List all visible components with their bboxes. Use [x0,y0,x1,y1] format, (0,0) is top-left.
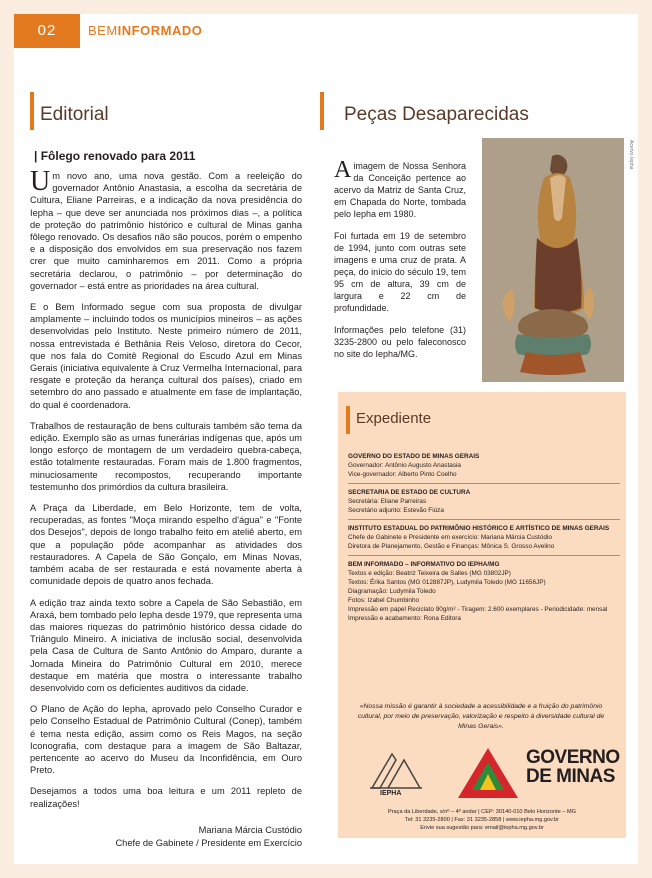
logos-row [366,742,620,802]
pecas-paragraph-2: Foi furtada em 19 de setembro de 1994, junto com outras sete imagens e uma cruz de prata. A peça, do início do século 19, tem 95 cm de altura, 39 cm de largura e 22 cm de profundidade. [334,231,466,313]
statue-illustration [482,138,624,382]
expediente-box [338,392,626,838]
page-number: 02 [14,14,80,48]
editorial-paragraph-4: A Praça da Liberdade, em Belo Horizonte, tem de volta, recuperadas, as fontes "Moça mirando espelho d'água" e "Fonte dos Desejos", depois de longo trabalho feito em ateliê aberto, em que a população pôde acompanhar as atividades dos restauradores. A Capela de São Gonçalo, em Minas Novas, também acaba de ser restaurada e está novamente aberta à comunidade depois de quatro anos fechada. [30,503,302,587]
governo-line-1: GOVERNO [526,747,620,768]
divider [348,555,620,556]
credits-line: Vice-governador: Alberto Pinto Coelho [348,471,457,478]
credits-line: Impressão e acabamento: Rona Editora [348,615,461,622]
editorial-paragraph-6: O Plano de Ação do Iepha, aprovado pelo Conselho Curador e pelo Conselho Estadual de Patrimônio Cultural (Conep), também é tema nesta edição, assim como os Reis Magos, na seção Iconografia, com destaque para a imagem de São Baltazar, pertencente ao acervo do Museu da Inconfidência, em Ouro Preto. [30,704,302,776]
credits-line: Textos: Érika Santos (MG 012887JP), Ludymila Toledo (MG 11656JP) [348,579,546,586]
pecas-heading-bar [320,92,324,130]
pecas-heading: Peças Desaparecidas [344,104,529,125]
editorial-kicker: | Fôlego renovado para 2011 [34,149,196,163]
minas-triangle-icon [456,744,520,800]
credits-line: Governador: Antônio Augusto Anastasia [348,462,461,469]
editorial-paragraph-7: Desejamos a todos uma boa leitura e um 2011 repleto de realizações! [30,786,302,809]
editorial-paragraph-1: m novo ano, uma nova gestão. Com a reeleição do governador Antônio Anastasia, a escolha da secretária de Cultura, Eliane Parreiras, e a indicação da nova presidência do Iepha – que deve ser anunciada nos próximos dias –, a política de proteção do patrimônio histórico e cultural de Minas ganha fôlego renovado. Os desafios não são poucos, porém o empenho e a disposição dos envolvidos em sua preservação nos fazem crer que muito caminharemos em 2011. Como a própria secretária declarou, o patrimônio – por determinação do governador – está entre as prioridades na área cultural. [30,171,302,291]
running-title [88,23,202,38]
pecas-dropcap: A [334,157,352,183]
address-footer [352,808,612,832]
pecas-paragraph-1: imagem de Nossa Senhora da Conceição pertence ao acervo da Matriz de Santa Cruz, em Chapada do Norte, tombada pelo Iepha em 1980. [334,161,466,219]
editorial-kicker-text: Fôlego renovado para 2011 [40,149,196,163]
editorial-heading: Editorial [40,104,109,125]
footer-contact: Tel: 31 3235-2800 | Fax: 31 3235-2858 | www.iepha.mg.gov.br [405,817,559,823]
editorial-dropcap: U [30,166,51,197]
divider [348,519,620,520]
top-bar [14,14,638,48]
editorial-signature [30,824,302,850]
signature-role: Chefe de Gabinete / Presidente em Exercício [115,837,302,848]
credits-line: Secretária: Eliane Parreiras [348,498,427,505]
governo-minas-text [526,748,620,786]
signature-name: Mariana Márcia Custódio [198,824,302,835]
iepha-logo [366,748,426,798]
mission-statement: «Nossa missão é garantir à sociedade a acessibilidade e a fruição do patrimônio cultural, por meio de preservação, valorização e respeito à diversidade cultural de Minas Gerais». [357,703,605,730]
expediente-credits [348,452,620,623]
credits-line: Fotos: Izabel Chumbinho [348,597,420,604]
running-title-light: BEM [88,23,118,38]
right-margin-stripe [638,14,652,864]
credits-line: Textos e edição: Beatriz Teixeira de Salles (MG 03802JP) [348,570,511,577]
governo-line-2: DE MINAS [526,766,615,787]
credits-section-title: SECRETARIA DE ESTADO DE CULTURA [348,489,471,496]
expediente-heading: Expediente [356,410,432,427]
expediente-heading-bar [346,406,350,434]
photo-credit: Acervo Iepha [628,140,634,170]
governo-minas-logo [456,744,620,800]
pecas-paragraph-3: Informações pelo telefone (31) 3235-2800 ou pelo faleconosco no site do Iepha/MG. [334,325,466,359]
divider [348,483,620,484]
iepha-logo-text: IEPHA [380,790,402,797]
editorial-paragraph-2: E o Bem Informado segue com sua proposta de divulgar amplamente – incluindo todos os municípios mineiros – as ações desenvolvidas pelo Instituto. Neste primeiro número de 2011, nossa entrevistada é Bethânia Reis Veloso, diretora do Cecor, que nos fala do Comitê Regional do Escudo Azul em Minas Gerais (iniciativa equivalente à Cruz Vermelha Internacional, para resgate e proteção da herança cultural dos países), criado em setembro do ano passado e atualmente em fase de implantação, do qual é coordenadora. [30,302,302,410]
credits-section-title: GOVERNO DO ESTADO DE MINAS GERAIS [348,453,480,460]
credits-section-title: INSTITUTO ESTADUAL DO PATRIMÔNIO HISTÓRICO E ARTÍSTICO DE MINAS GERAIS [348,525,610,532]
statue-photo [482,138,624,382]
pecas-body [334,157,466,370]
credits-line: Secretário adjunto: Estevão Fiúza [348,507,444,514]
credits-line: Impressão em papel Reciclato 90g/m² - Tiragem: 2.600 exemplares - Periodicidade: mensal [348,606,608,613]
editorial-paragraph-5: A edição traz ainda texto sobre a Capela de São Sebastião, em Araxá, bem tombado pelo Iepha desde 1979, que representa uma das maiores riquezas do patrimônio histórico dessa cidade do Triângulo Mineiro. A iniciativa de inclusão social, desenvolvida pela Casa de Cultura de Santo Antônio do Amparo, durante a Jornada Mineira do Patrimônio Cultural em 2010, merece destaque em matéria que mostra o interessante trabalho desenvolvido com os deficientes auditivos da cidade. [30,597,302,693]
footer-suggestion: Envie sua sugestão para: email@iepha.mg.gov.br [420,825,544,831]
editorial-body [30,166,302,850]
editorial-heading-bar [30,92,34,130]
iepha-logo-mark [366,748,426,792]
credits-line: Chefe de Gabinete e Presidente em exercício: Mariana Márcia Custódio [348,534,552,541]
credits-section-title: BEM INFORMADO – INFORMATIVO DO IEPHA/MG [348,561,500,568]
footer-address: Praça da Liberdade, s/nº – 4º andar | CEP: 30140-010 Belo Horizonte – MG [387,809,577,815]
editorial-paragraph-3: Trabalhos de restauração de bens culturais também são tema da edição. Exemplo são as urnas funerárias indígenas que, após um longo esforço de montagem de um verdadeiro quebra-cabeça, estão totalmente restauradas. Foram mais de 1.800 fragmentos, minuciosamente recompostos, recuperando importante testemunho dos primórdios da cultura brasileira. [30,420,302,492]
credits-line: Diretora de Planejamento, Gestão e Finanças: Mônica S. Grosso Avelino [348,543,555,550]
running-title-bold: INFORMADO [117,23,203,38]
credits-line: Diagramação: Ludymila Toledo [348,588,436,595]
